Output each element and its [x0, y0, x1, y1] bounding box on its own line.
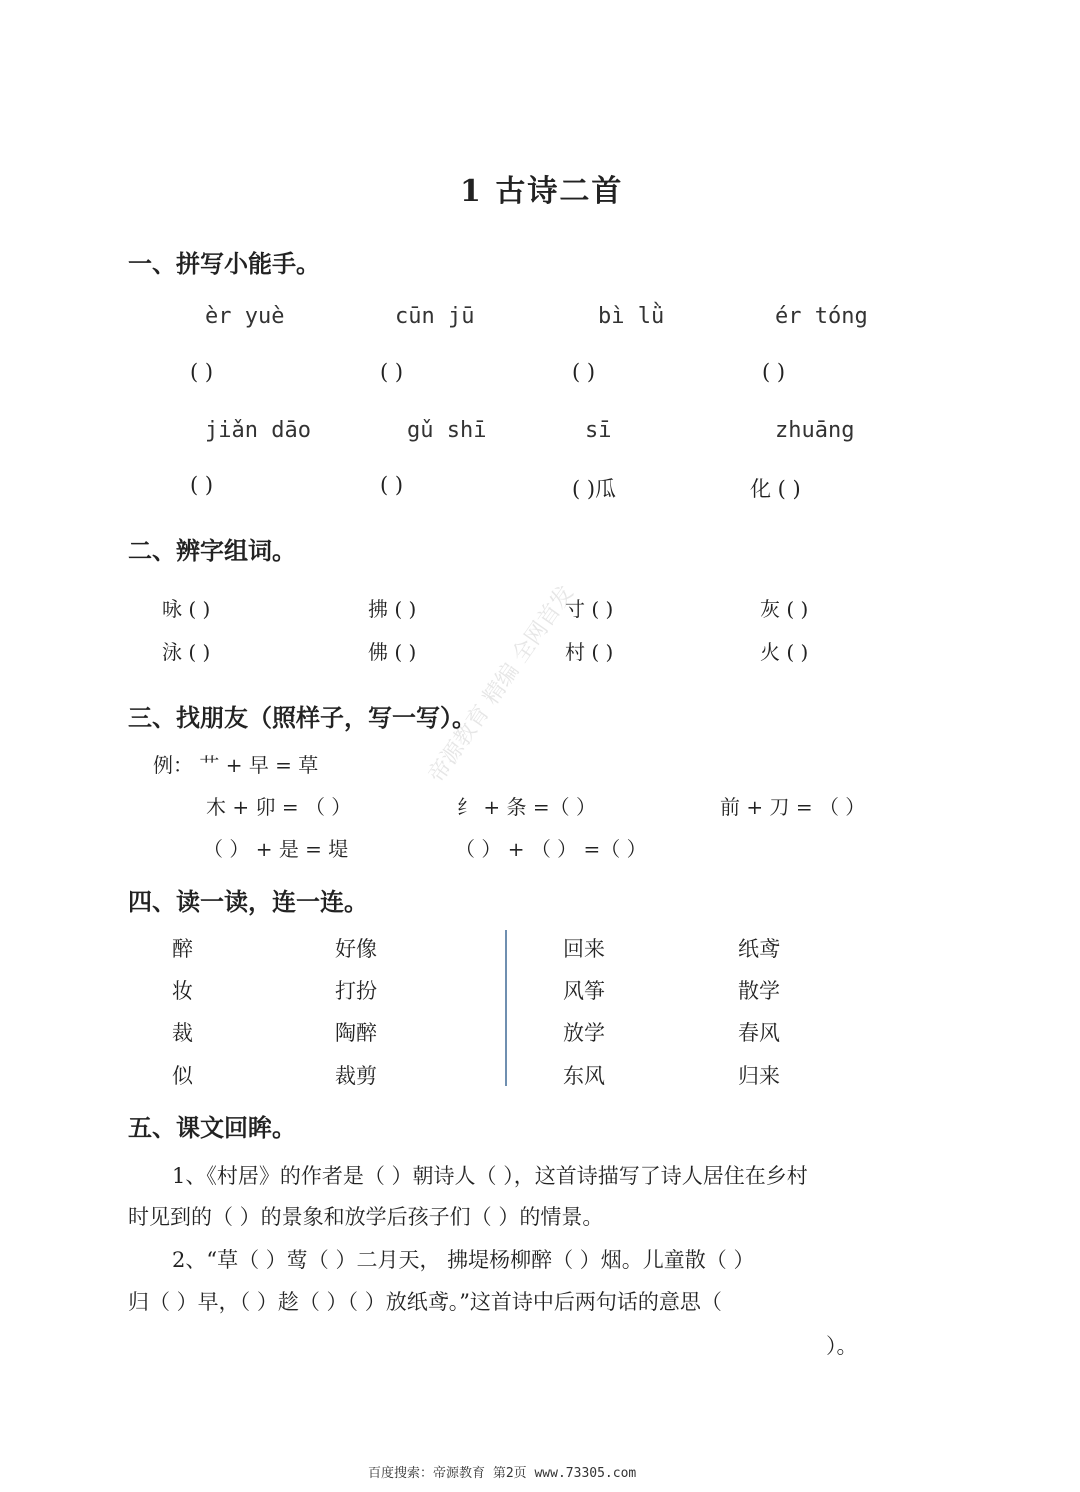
answer-blank[interactable]: ( ): [572, 360, 596, 384]
char-combo-item[interactable]: （ ） + 是 = 堤: [203, 837, 349, 861]
word-group-item[interactable]: 佛 ( ): [368, 640, 417, 664]
answer-blank[interactable]: 化 ( ): [750, 477, 801, 501]
answer-blank[interactable]: ( ): [190, 473, 214, 497]
match-item[interactable]: 散学: [738, 979, 780, 1003]
answer-blank[interactable]: ( ): [190, 360, 214, 384]
match-item[interactable]: 纸鸢: [738, 937, 780, 961]
review-question-line[interactable]: 时见到的（ ）的景象和放学后孩子们（ ）的情景。: [128, 1205, 604, 1229]
word-group-item[interactable]: 咏 ( ): [162, 597, 211, 621]
page-footer: 百度搜索：帝源教育 第2页 www.73305.com: [368, 1466, 637, 1481]
char-combo-item[interactable]: （ ） + （ ） =（ ）: [455, 837, 647, 861]
match-item[interactable]: 裁剪: [335, 1064, 377, 1088]
char-combo-item[interactable]: 纟 + 条 =（ ）: [457, 795, 596, 819]
word-group-item[interactable]: 火 ( ): [760, 640, 809, 664]
match-item[interactable]: 归来: [738, 1064, 780, 1088]
page-title: 1 古诗二首: [460, 174, 624, 209]
match-item[interactable]: 打扮: [335, 979, 377, 1003]
match-item[interactable]: 春风: [738, 1021, 780, 1045]
match-item[interactable]: 裁: [172, 1021, 193, 1045]
pinyin-item: jiǎn dāo: [205, 418, 311, 443]
word-group-item[interactable]: 灰 ( ): [760, 597, 809, 621]
section-heading-1: 一、拼写小能手。: [128, 249, 320, 278]
match-item[interactable]: 妆: [172, 979, 193, 1003]
match-item[interactable]: 好像: [335, 937, 377, 961]
divider-line: [505, 930, 507, 1086]
answer-blank[interactable]: ( ): [380, 473, 404, 497]
review-question-line[interactable]: 2、“草（ ）莺（ ）二月天， 拂堤杨柳醉（ ）烟。儿童散（ ）: [172, 1248, 755, 1272]
pinyin-item: sī: [585, 418, 612, 443]
word-group-item[interactable]: 寸 ( ): [565, 597, 614, 621]
watermark: 帝源教育 精编 全网首发: [424, 581, 579, 788]
section-heading-3: 三、找朋友（照样子，写一写）。: [128, 703, 476, 732]
answer-blank[interactable]: ( ): [762, 360, 786, 384]
example-text: 例： 艹 + 早 = 草: [153, 753, 319, 777]
match-item[interactable]: 回来: [563, 937, 605, 961]
pinyin-item: zhuāng: [775, 418, 855, 443]
pinyin-item: ér tóng: [775, 304, 868, 329]
section-heading-4: 四、读一读，连一连。: [128, 887, 368, 916]
char-combo-item[interactable]: 木 + 卯 = （ ）: [206, 795, 352, 819]
section-heading-5: 五、课文回眸。: [128, 1113, 296, 1142]
match-item[interactable]: 陶醉: [335, 1021, 377, 1045]
char-combo-item[interactable]: 前 + 刀 = （ ）: [720, 795, 866, 819]
answer-blank[interactable]: ( ): [380, 360, 404, 384]
pinyin-item: cūn jū: [395, 304, 475, 329]
match-item[interactable]: 风筝: [563, 979, 605, 1003]
review-question-line[interactable]: 1、《村居》的作者是（ ）朝诗人（ ），这首诗描写了诗人居住在乡村: [172, 1164, 808, 1188]
section-heading-2: 二、辨字组词。: [128, 536, 296, 565]
match-item[interactable]: 醉: [172, 937, 193, 961]
answer-blank[interactable]: ( )瓜: [572, 477, 617, 501]
match-item[interactable]: 东风: [563, 1064, 605, 1088]
pinyin-item: gǔ shī: [407, 418, 487, 443]
pinyin-item: èr yuè: [205, 304, 285, 329]
pinyin-item: bì lǜ: [598, 304, 665, 329]
review-question-line[interactable]: 归（ ）早，（ ）趁（ ）（ ）放纸鸢。”这首诗中后两句话的意思（: [128, 1290, 722, 1314]
match-item[interactable]: 似: [172, 1064, 193, 1088]
word-group-item[interactable]: 村 ( ): [565, 640, 614, 664]
word-group-item[interactable]: 拂 ( ): [368, 597, 417, 621]
match-item[interactable]: 放学: [563, 1021, 605, 1045]
review-question-line[interactable]: ）。: [826, 1334, 858, 1358]
word-group-item[interactable]: 泳 ( ): [162, 640, 211, 664]
